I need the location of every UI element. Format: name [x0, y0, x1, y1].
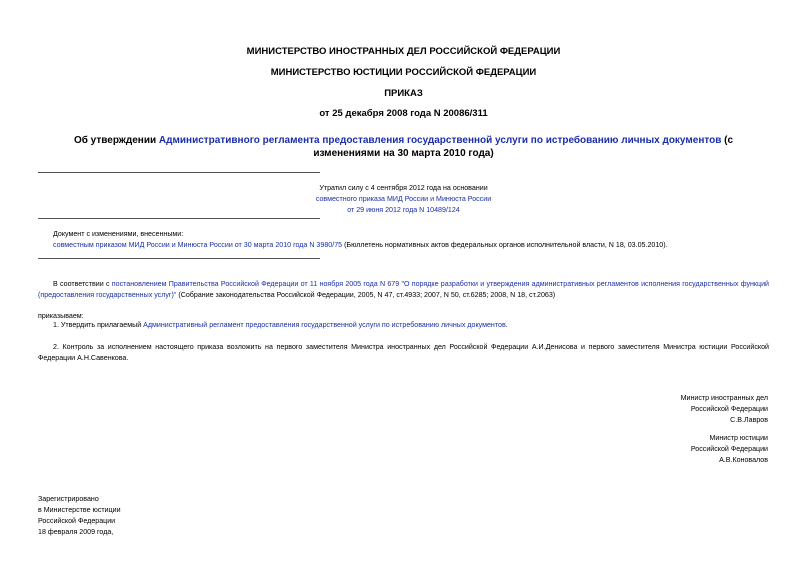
item-1-suffix: . — [505, 321, 508, 329]
signatory-position: Министр юстиции — [709, 434, 768, 442]
item-1-paragraph — [53, 320, 769, 331]
signature-block-mfa — [500, 393, 768, 426]
signatory-country: Российской Федерации — [690, 405, 768, 413]
repeal-order-date-link[interactable]: от 29 июня 2012 года N 10489/124 — [347, 206, 460, 214]
preamble-suffix: (Собрание законодательства Российской Федерации, 2005, N 47, ст.4933; 2007, N 50, ст.6285; 2008, N 18, ст.2063) — [176, 291, 556, 299]
government-decree-link[interactable]: постановлением Правительства Российской Федерации от 11 ноября 2005 года N 679 "О порядке разработки и утверждения административных регламентов исполнения государственных функций (предоставления государственных услуг)" — [38, 280, 770, 299]
signatory-name: А.В.Коновалов — [719, 456, 768, 464]
signatory-country: Российской Федерации — [690, 445, 768, 453]
repeal-status-text: Утратил силу с 4 сентября 2012 года на основании — [319, 184, 488, 192]
repeal-order-link[interactable]: совместного приказа МИД России и Минюста России — [315, 195, 492, 203]
separator-line — [38, 218, 320, 219]
document-date-number: от 25 декабря 2008 года N 20086/311 — [319, 108, 488, 119]
registration-line: в Министерстве юстиции — [38, 506, 121, 514]
preamble-paragraph — [38, 279, 769, 301]
registration-line: Российской Федерации — [38, 517, 116, 525]
item-2-paragraph: 2. Контроль за исполнением настоящего приказа возложить на первого заместителя Министра иностранных дел Российской Федерации А.И.Денисова и первого заместителя Министра юстиции Российской Федерации А.Н.Савенкова. — [38, 343, 769, 362]
registration-block — [38, 494, 338, 538]
document-type-heading: ПРИКАЗ — [384, 88, 423, 99]
regulation-title-link[interactable]: Административного регламента предоставления государственной услуги по истребованию личных документов — [158, 135, 722, 146]
order-word: приказываем: — [38, 312, 84, 320]
signature-block-moj — [500, 433, 768, 466]
registration-date: 18 февраля 2009 года, — [38, 528, 114, 536]
ministry-justice-heading: МИНИСТЕРСТВО ЮСТИЦИИ РОССИЙСКОЙ ФЕДЕРАЦИИ — [270, 67, 537, 78]
amendment-order-link[interactable]: совместным приказом МИД России и Минюста России от 30 марта 2010 года N 3980/75 — [53, 241, 343, 249]
separator-line — [38, 172, 320, 173]
changes-line — [53, 240, 783, 251]
item-1-prefix: 1. Утвердить прилагаемый — [53, 321, 144, 329]
signatory-name: С.В.Лавров — [730, 416, 768, 424]
preamble-prefix: В соответствии с — [53, 280, 112, 288]
signatory-position: Министр иностранных дел — [680, 394, 768, 402]
title-suffix: (с изменениями на 30 марта 2010 года) — [313, 135, 734, 159]
amendment-source: (Бюллетень нормативных актов федеральных органов исполнительной власти, N 18, 03.05.2010). — [342, 241, 668, 249]
registration-line: Зарегистрировано — [38, 495, 99, 503]
document-title — [40, 134, 767, 160]
title-prefix: Об утверждении — [73, 135, 159, 146]
separator-line — [38, 258, 320, 259]
changes-label: Документ с изменениями, внесенными: — [53, 230, 184, 238]
ministry-foreign-affairs-heading: МИНИСТЕРСТВО ИНОСТРАННЫХ ДЕЛ РОССИЙСКОЙ ФЕДЕРАЦИИ — [246, 46, 561, 57]
regulation-link[interactable]: Административный регламент предоставления государственной услуги по истребованию личных документов — [143, 321, 506, 329]
